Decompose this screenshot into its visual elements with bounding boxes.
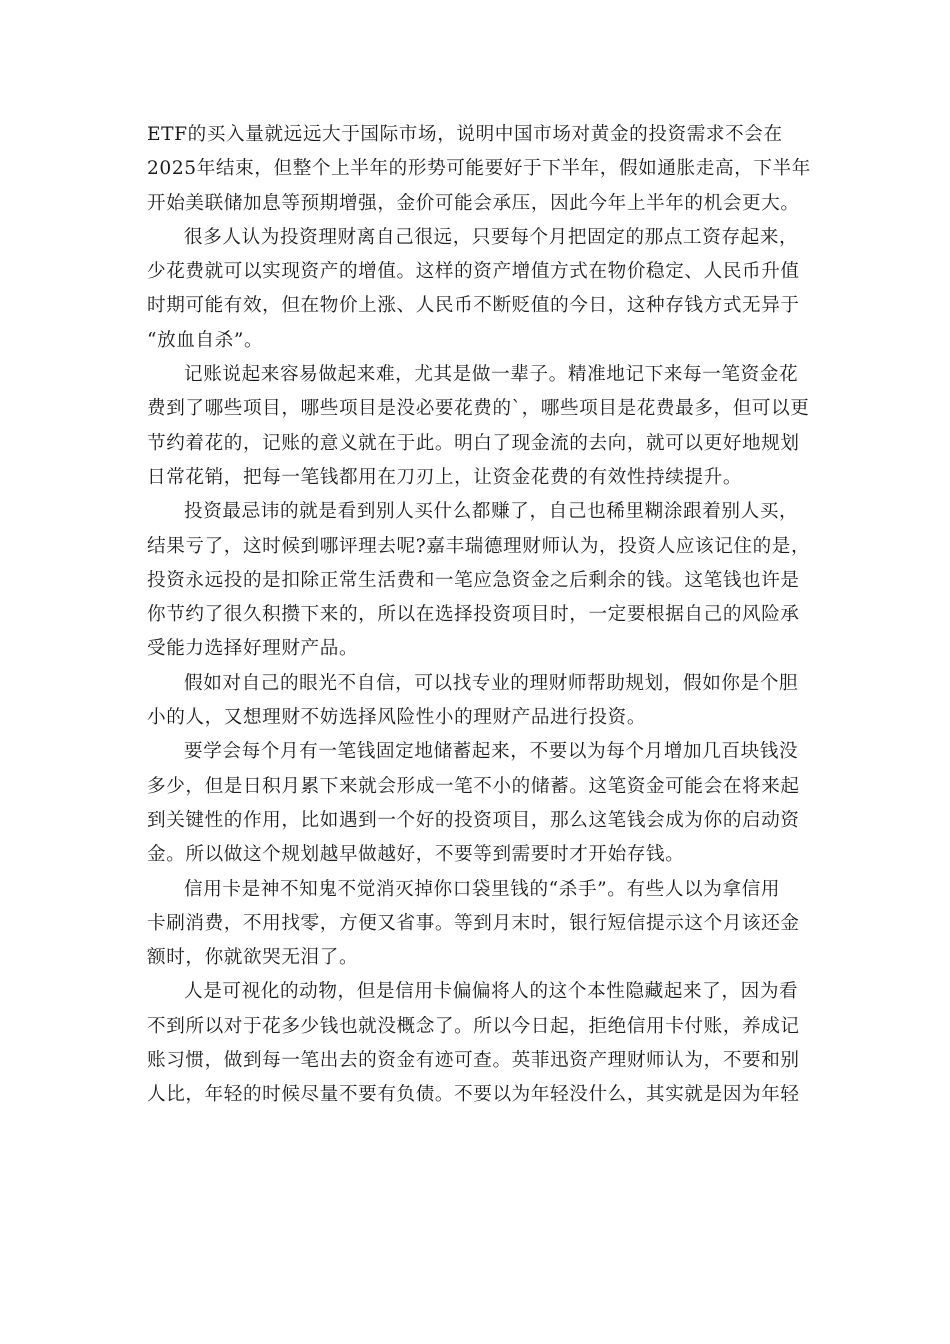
text-line: 卡刷消费，不用找零，方便又省事。等到月末时，银行短信提示这个月该还金 xyxy=(147,912,800,934)
text-line: 假如对自己的眼光不自信，可以找专业的理财师帮助规划，假如你是个胆 xyxy=(184,672,799,694)
text-line: 记账说起来容易做起来难，尤其是做一辈子。精准地记下来每一笔资金花 xyxy=(184,364,799,386)
text-line: 不到所以对于花多少钱也就没概念了。所以今日起，拒绝信用卡付账，养成记 xyxy=(147,1015,800,1037)
paragraph xyxy=(147,735,803,872)
document-body xyxy=(147,118,811,1113)
paragraph xyxy=(147,221,803,358)
text-line: “放血自杀”。 xyxy=(147,329,264,351)
text-line: 时期可能有效，但在物价上涨、人民币不断贬值的今日，这种存钱方式无异于 xyxy=(147,295,800,317)
text-line: 2025年结束，但整个上半年的形势可能要好于下半年，假如通胀走高，下半年 xyxy=(147,158,811,180)
text-line: 节约着花的，记账的意义就在于此。明白了现金流的去向，就可以更好地规划 xyxy=(147,432,800,454)
text-line: 多少，但是日积月累下来就会形成一笔不小的储蓄。这笔资金可能会在将来起 xyxy=(147,775,800,797)
text-line: 很多人认为投资理财离自己很远，只要每个月把固定的那点工资存起来， xyxy=(184,226,799,248)
text-line: 人比，年轻的时候尽量不要有负债。不要以为年轻没什么，其实就是因为年轻 xyxy=(147,1084,800,1106)
text-line: 你节约了很久积攒下来的，所以在选择投资项目时，一定要根据自己的风险承 xyxy=(147,604,800,626)
text-line: 结果亏了，这时候到哪评理去呢?嘉丰瑞德理财师认为，投资人应该记住的是， xyxy=(147,535,811,557)
paragraph xyxy=(147,667,803,736)
text-line: 人是可视化的动物，但是信用卡偏偏将人的这个本性隐藏起来了，因为看 xyxy=(184,981,799,1003)
text-line: 信用卡是神不知鬼不觉消灭掉你口袋里钱的“杀手”。有些人以为拿信用 xyxy=(184,878,781,900)
text-line: 金。所以做这个规划越早做越好，不要等到需要时才开始存钱。 xyxy=(147,844,685,866)
text-line: 开始美联储加息等预期增强，金价可能会承压，因此今年上半年的机会更大。 xyxy=(147,192,800,214)
text-line: 投资最忌讳的就是看到别人买什么都赚了，自己也稀里糊涂跟着别人买， xyxy=(184,501,799,523)
text-line: 额时，你就欲哭无泪了。 xyxy=(147,947,359,969)
paragraph xyxy=(147,873,803,976)
text-line: 受能力选择好理财产品。 xyxy=(147,638,359,660)
text-line: 投资永远投的是扣除正常生活费和一笔应急资金之后剩余的钱。这笔钱也许是 xyxy=(147,569,800,591)
text-line: 小的人，又想理财不妨选择风险性小的理财产品进行投资。 xyxy=(147,707,647,729)
paragraph xyxy=(147,495,811,666)
text-line: 日常花销，把每一笔钱都用在刀刃上，让资金花费的有效性持续提升。 xyxy=(147,466,743,488)
text-line: 到关键性的作用，比如遇到一个好的投资项目，那么这笔钱会成为你的启动资 xyxy=(147,809,800,831)
paragraph xyxy=(147,975,803,1112)
paragraph xyxy=(147,118,811,221)
text-line: 要学会每个月有一笔钱固定地储蓄起来，不要以为每个月增加几百块钱没 xyxy=(184,741,799,763)
text-line: 少花费就可以实现资产的增值。这样的资产增值方式在物价稳定、人民币升值 xyxy=(147,261,800,283)
text-line: 费到了哪些项目，哪些项目是没必要花费的`，哪些项目是花费最多，但可以更 xyxy=(147,398,810,420)
text-line: 账习惯，做到每一笔出去的资金有迹可查。英菲迅资产理财师认为，不要和别 xyxy=(147,1050,800,1072)
paragraph xyxy=(147,358,810,495)
text-line: ETF的买入量就远远大于国际市场，说明中国市场对黄金的投资需求不会在 xyxy=(147,124,783,145)
